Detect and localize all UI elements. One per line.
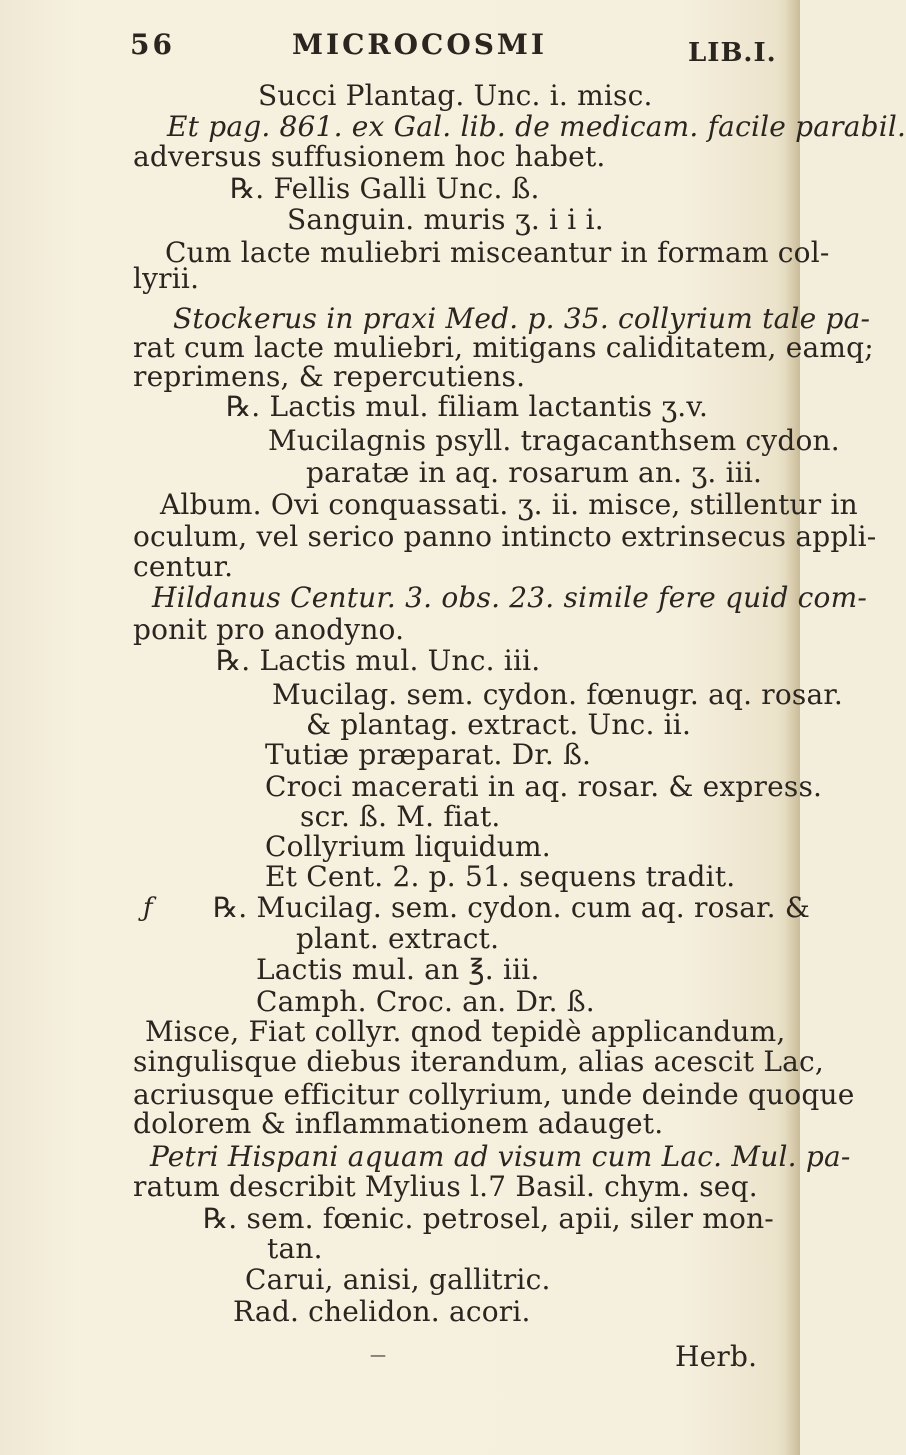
text-line: ℞. Lactis mul. Unc. iii. — [216, 644, 541, 677]
text-line: Camph. Croc. an. Dr. ß. — [256, 985, 595, 1018]
text-line: ℞. Fellis Galli Unc. ß. — [230, 172, 540, 205]
text-line: Misce, Fiat collyr. qnod tepidè applicandum, — [145, 1015, 786, 1048]
signature-mark: — — [370, 1345, 386, 1364]
text-line: Mucilagnis psyll. tragacanthsem cydon. — [268, 424, 840, 457]
text-line: ℞. Lactis mul. filiam lactantis ʒ.v. — [226, 390, 709, 423]
text-line: Album. Ovi conquassati. ʒ. ii. misce, stillentur in — [160, 488, 858, 521]
page-number: 56 — [130, 28, 175, 61]
text-line: ℞. Mucilag. sem. cydon. cum aq. rosar. & — [213, 891, 810, 924]
text-line: dolorem & inflammationem adauget. — [133, 1107, 664, 1140]
text-line: Croci macerati in aq. rosar. & express. — [265, 770, 823, 803]
text-line: Stockerus in praxi Med. p. 35. collyrium tale pa- — [173, 302, 871, 335]
text-line: Cum lacte muliebri misceantur in formam col- — [165, 236, 830, 269]
text-line: & plantag. extract. Unc. ii. — [306, 708, 692, 741]
text-line: Sanguin. muris ʒ. i i i. — [287, 203, 604, 236]
text-line: reprimens, & repercutiens. — [133, 360, 526, 393]
running-title: MICROCOSMI — [292, 28, 548, 61]
text-line: Mucilag. sem. cydon. fœnugr. aq. rosar. — [272, 678, 843, 711]
book-number: LIB.I. — [688, 38, 777, 68]
text-line: Et pag. 861. ex Gal. lib. de medicam. facile parabil. — [167, 110, 906, 143]
text-line: Petri Hispani aquam ad visum cum Lac. Mul. pa- — [150, 1140, 851, 1173]
page-edge — [786, 0, 800, 1455]
text-line: singulisque diebus iterandum, alias acescit Lac, — [133, 1045, 825, 1078]
text-line: Tutiæ præparat. Dr. ß. — [265, 738, 592, 771]
text-line: plant. extract. — [296, 922, 500, 955]
text-line: acriusque efficitur collyrium, unde deinde quoque — [133, 1078, 855, 1111]
text-line: adversus suffusionem hoc habet. — [133, 140, 606, 173]
text-line: lyrii. — [133, 262, 200, 295]
text-line: Rad. chelidon. acori. — [233, 1295, 531, 1328]
text-line: ponit pro anodyno. — [133, 613, 405, 646]
text-line: ℞. sem. fœnic. petrosel, apii, siler mon- — [203, 1202, 774, 1235]
catchword: Herb. — [675, 1340, 758, 1373]
text-line: Et Cent. 2. p. 51. sequens tradit. — [265, 860, 736, 893]
text-line: centur. — [133, 550, 234, 583]
text-line: oculum, vel serico panno intincto extrinsecus appli- — [133, 520, 877, 553]
text-line: Carui, anisi, gallitric. — [245, 1263, 551, 1296]
text-line: Hildanus Centur. 3. obs. 23. simile fere quid com- — [152, 581, 868, 614]
text-line: tan. — [267, 1232, 323, 1265]
margin-mark: ƒ — [143, 893, 153, 923]
text-line: Collyrium liquidum. — [265, 830, 551, 863]
text-line: Succi Plantag. Unc. i. misc. — [258, 79, 653, 112]
text-line: paratæ in aq. rosarum an. ʒ. iii. — [306, 456, 763, 489]
text-line: Lactis mul. an ℥. iii. — [256, 953, 540, 986]
text-line: rat cum lacte muliebri, mitigans caliditatem, eamq; — [133, 331, 874, 364]
text-line: ratum describit Mylius l.7 Basil. chym. seq. — [133, 1170, 758, 1203]
text-line: scr. ß. M. fiat. — [300, 800, 501, 833]
